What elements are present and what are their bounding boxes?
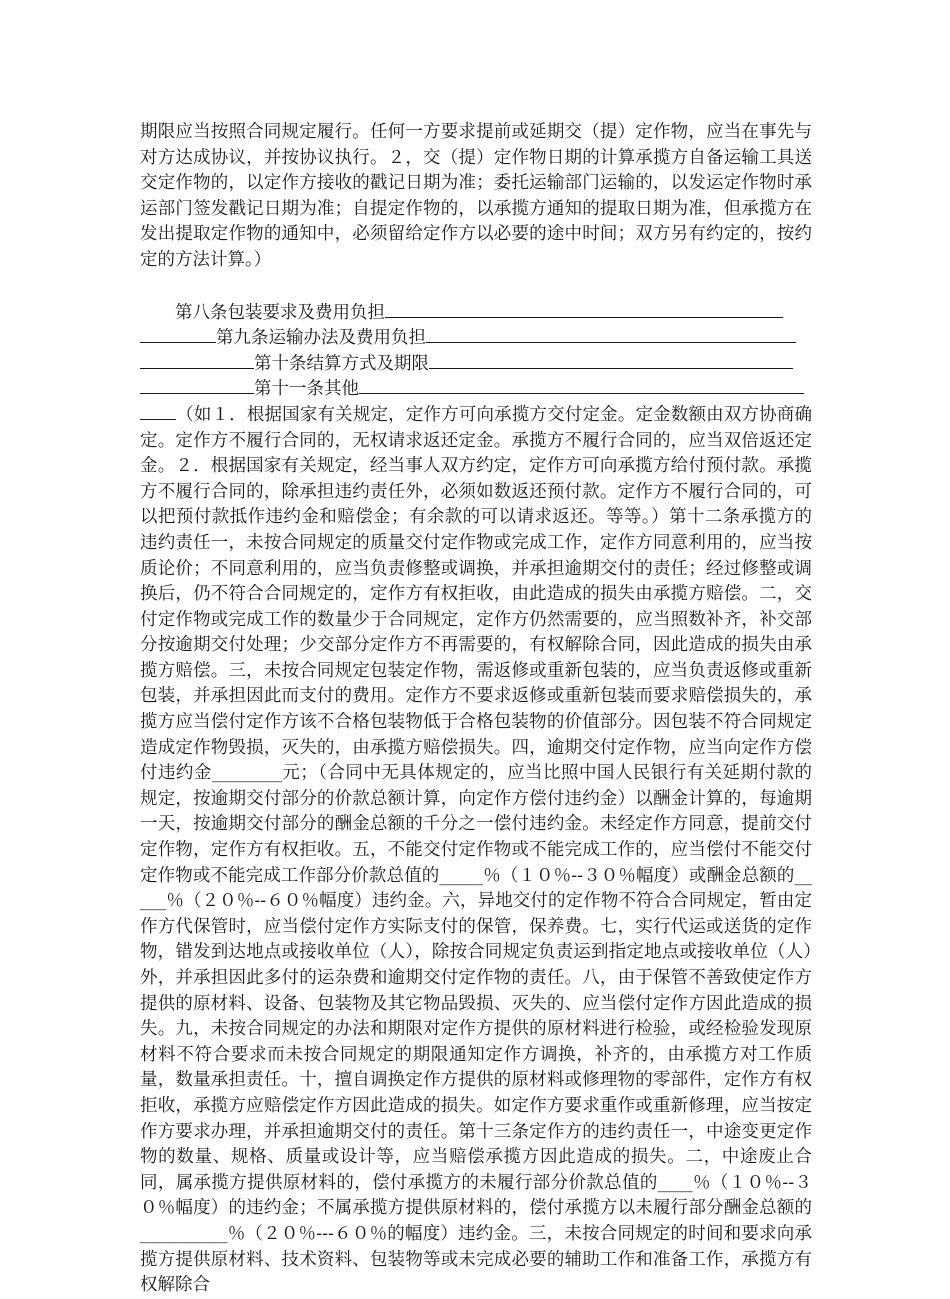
article-8-title: 第八条包装要求及费用负担: [175, 302, 385, 323]
article-10-title: 第十条结算方式及期限: [254, 353, 429, 374]
paragraph-delivery-terms: 期限应当按照合同规定履行。任何一方要求提前或延期交（提）定作物，应当在事先与对方达成协议，并按协议执行。２，交（提）定作物日期的计算承揽方自备运输工具送交定作物的，以定作方接收的戳记日期为准；委托运输部门运输的，以发运定作物时承运部门签发戳记日期为准；自提定作物的，以承揽方通知的提取日期为准，但承揽方在发出提取定作物的通知中，必须留给定作方以必要的途中时间；双方另有约定的，按约定的方法计算。）: [140, 122, 812, 270]
article-10-lead-blank: [140, 350, 254, 369]
article-9-line: [140, 324, 812, 350]
article-10-blank: [429, 350, 793, 369]
paragraph-gap: [140, 274, 812, 299]
article-11-line: [140, 375, 812, 401]
article-9-title: 第九条运输办法及费用负担: [216, 328, 426, 349]
article-9-blank: [426, 324, 796, 343]
article-11-blank: [359, 375, 804, 394]
paragraph-liability-terms: [140, 401, 812, 1299]
paragraph-lead-blank: [140, 401, 176, 420]
paragraph-liability-text: （如１．根据国家有关规定，定作方可向承揽方交付定金。定金数额由双方协商确定。定作方不履行合同的，无权请求返还定金。承揽方不履行合同的，应当双倍返还定金。２．根据国家有关规定，经当事人双方约定，定作方可向承揽方给付预付款。承揽方不履行合同的，除承担违约责任外，必须如数返还预付款。定作方不履行合同的，可以把预付款抵作违约金和赔偿金；有余款的可以请求返还。等等。）第十二条承揽方的违约责任一，未按合同规定的质量交付定作物或完成工作，定作方同意利用的，应当按质论价；不同意利用的，应当负责修整或调换，并承担逾期交付的责任；经过修整或调换后，仍不符合合同规定的，定作方有权拒收，由此造成的损失由承揽方赔偿。二，交付定作物或完成工作的数量少于合同规定，定作方仍然需要的，应当照数补齐，补交部分按逾期交付处理；少交部分定作方不再需要的，有权解除合同，因此造成的损失由承揽方赔偿。三，未按合同规定包装定作物，需返修或重新包装的，应当负责返修或重新包装，并承担因此而支付的费用。定作方不要求返修或重新包装而要求赔偿损失的，承揽方应当偿付定作方该不合格包装物低于合格包装物的价值部分。因包装不符合同规定造成定作物毁损，灭失的，由承揽方赔偿损失。四，逾期交付定作物，应当向定作方偿付违约金________元；（合同中无具体规定的，应当比照中国人民银行有关延期付款的规定，按逾期交付部分的价款总额计算，向定作方偿付违约金）以酬金计算的，每逾期一天，按逾期交付部分的酬金总额的千分之一偿付违约金。未经定作方同意，提前交付定作物，定作方有权拒收。五，不能交付定作物或不能完成工作的，应当偿付不能交付定作物或不能完成工作部分价款总值的_____％（１０％--３０％幅度）或酬金总额的_____％（２０％--６０％幅度）违约金。六，异地交付的定作物不符合合同规定，暂由定作方代保管时，应当偿付定作方实际支付的保管，保养费。七，实行代运或送货的定作物，错发到达地点或接收单位（人），除按合同规定负责运到指定地点或接收单位（人）外，并承担因此多付的运杂费和逾期交付定作物的责任。八，由于保管不善致使定作方提供的原材料、设备、包装物及其它物品毁损、灭失的、应当偿付定作方因此造成的损失。九，未按合同规定的办法和期限对定作方提供的原材料进行检验，或经检验发现原材料不符合要求而未按合同规定的期限通知定作方调换，补齐的，由承揽方对工作质量，数量承担责任。十，擅自调换定作方提供的原材料或修理物的零部件，定作方有权拒收，承揽方应赔偿定作方因此造成的损失。如定作方要求重作或重新修理，应当按定作方要求办理，并承担逾期交付的责任。第十三条定作方的违约责任一，中途变更定作物的数量、规格、质量或设计等，应当赔偿承揽方因此造成的损失。二，中途废止合同，属承揽方提供原材料的，偿付承揽方的未履行部分价款总值的____％（１０％--３０％幅度）的违约金；不属承揽方提供原材料的，偿付承揽方以未履行部分酬金总额的__________％（２０％---６０％的幅度）违约金。三，未按合同规定的时间和要求向承揽方提供原材料、技术资料、包装物等或未完成必要的辅助工作和准备工作，承揽方有权解除合: [140, 404, 812, 1296]
article-10-line: [140, 350, 812, 376]
article-11-title: 第十一条其他: [254, 379, 359, 400]
article-8-blank: [385, 299, 783, 318]
article-11-lead-blank: [140, 375, 254, 394]
article-8-line: [140, 299, 812, 325]
article-9-lead-blank: [140, 324, 216, 343]
contract-page: [140, 120, 812, 1299]
